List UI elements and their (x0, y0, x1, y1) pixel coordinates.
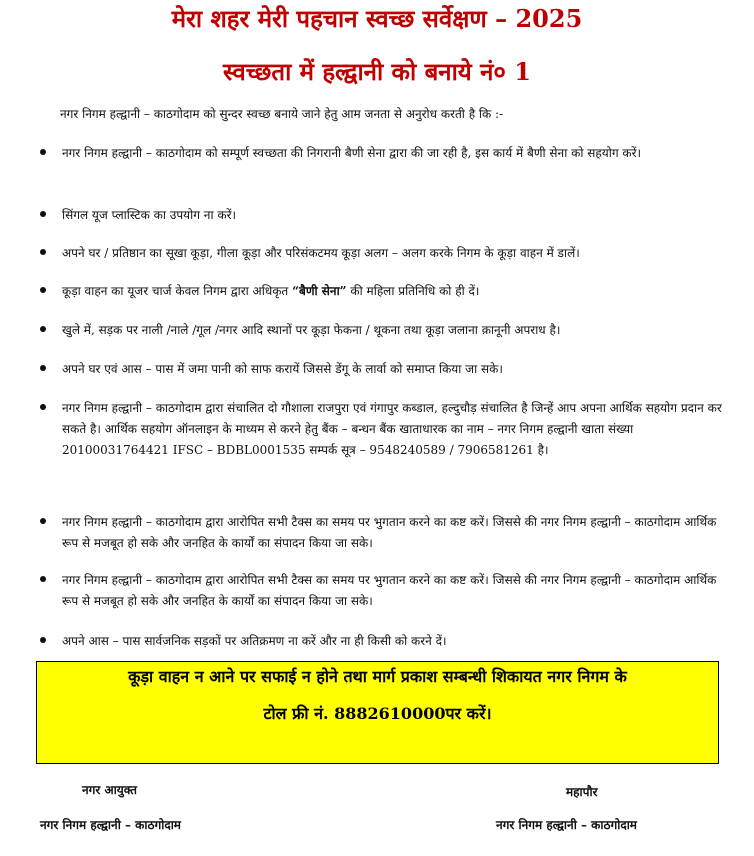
list-item-text: अपने घर / प्रतिष्ठान का सूखा कूड़ा, गीला कूड़ा और परिसंकटमय कूड़ा अलग – अलग करके निगम के कूड़ा वाहन में डालें। (62, 246, 580, 260)
left-signatory-designation: नगर आयुक्त (82, 783, 137, 797)
list-item-text-after: की महिला प्रतिनिधि को ही दें। (346, 284, 480, 298)
list-item-text: नगर निगम हल्द्वानी – काठगोदाम द्वारा संचालित दो गौशाला राजपुरा एवं गंगापुर कब्डाल, हल्दुचौड़ संचालित है जिन्हें आप अपना आर्थिक सहयोग प्रदान कर सकते है। आर्थिक सहयोग ऑनलाइन के माध्यम से करने हेतु बैंक – बन्धन बैंक खाताधारक का नाम – नगर निगम हल्द्वानी खाता संख्या 20100031764421 IFSC – BDBL0001535 सम्पर्क सूत्र – 9548240589 / 7906581261 है। (62, 401, 722, 457)
bullet-icon (40, 287, 46, 293)
bullet-icon (40, 211, 46, 217)
list-item-text: अपने घर एवं आस – पास में जमा पानी को साफ करायें जिससे डेंगू के लार्वा को समाप्त किया जा सके। (62, 362, 503, 376)
list-item-text (62, 281, 734, 302)
bullet-icon (40, 365, 46, 371)
right-signatory-designation: महापौर (566, 785, 598, 799)
list-item-text: खुले में, सड़क पर नाली /नाले /गूल /नगर आदि स्थानों पर कूड़ा फेकना / थूकना तथा कूड़ा जलाना क़ानूनी अपराध है। (62, 323, 561, 337)
bullet-icon (40, 637, 46, 643)
notice-line-2: टोल फ्री नं. 8882610000पर करें। (263, 704, 492, 723)
list-item-text: नगर निगम हल्द्वानी – काठगोदाम द्वारा आरोपित सभी टैक्स का समय पर भुगतान करने का कष्ट करें। जिससे की नगर निगम हल्द्वानी – काठगोदाम आर्थिक रूप से मजबूत हो सके और जनहित के कार्यों का संपादन किया जा सके। (62, 573, 717, 608)
bullet-icon (40, 518, 46, 524)
bullet-icon (40, 326, 46, 332)
left-signatory-organisation: नगर निगम हल्द्वानी – काठगोदाम (40, 818, 181, 832)
intro-text: नगर निगम हल्द्वानी – काठगोदाम को सुन्दर स्वच्छ बनाये जाने हेतु आम जनता से अनुरोध करती है कि :- (60, 107, 504, 121)
baini-sena-emphasis: “बैणी सेना” (292, 284, 347, 298)
bullet-icon (40, 149, 46, 155)
list-item-text-before: कूड़ा वाहन का यूजर चार्ज केवल निगम द्वारा अधिकृत (62, 284, 293, 298)
bullet-icon (40, 576, 46, 582)
title-line-2: स्वच्छता में हल्द्वानी को बनाये नं० 1 (223, 57, 531, 86)
toll-free-notice-box (36, 661, 719, 764)
list-item-text: सिंगल यूज प्लास्टिक का उपयोग ना करें। (62, 208, 237, 222)
title-line-1: मेरा शहर मेरी पहचान स्वच्छ सर्वेक्षण – 2025 (171, 4, 583, 33)
bullet-icon (40, 404, 46, 410)
list-item-text: नगर निगम हल्द्वानी – काठगोदाम को सम्पूर्ण स्वच्छता की निगरानी बैणी सेना द्वारा की जा रही है, इस कार्य में बैणी सेना को सहयोग करें। (62, 146, 642, 160)
bullet-icon (40, 249, 46, 255)
list-item-text: नगर निगम हल्द्वानी – काठगोदाम द्वारा आरोपित सभी टैक्स का समय पर भुगतान करने का कष्ट करें। जिससे की नगर निगम हल्द्वानी – काठगोदाम आर्थिक रूप से मजबूत हो सके और जनहित के कार्यों का संपादन किया जा सके। (62, 515, 717, 550)
list-item-text: अपने आस – पास सार्वजनिक सड़कों पर अतिक्रमण ना करें और ना ही किसी को करने दें। (62, 634, 447, 648)
notice-line-1: कूड़ा वाहन न आने पर सफाई न होने तथा मार्ग प्रकाश सम्बन्धी शिकायत नगर निगम के (128, 667, 627, 686)
right-signatory-organisation: नगर निगम हल्द्वानी – काठगोदाम (496, 818, 637, 832)
